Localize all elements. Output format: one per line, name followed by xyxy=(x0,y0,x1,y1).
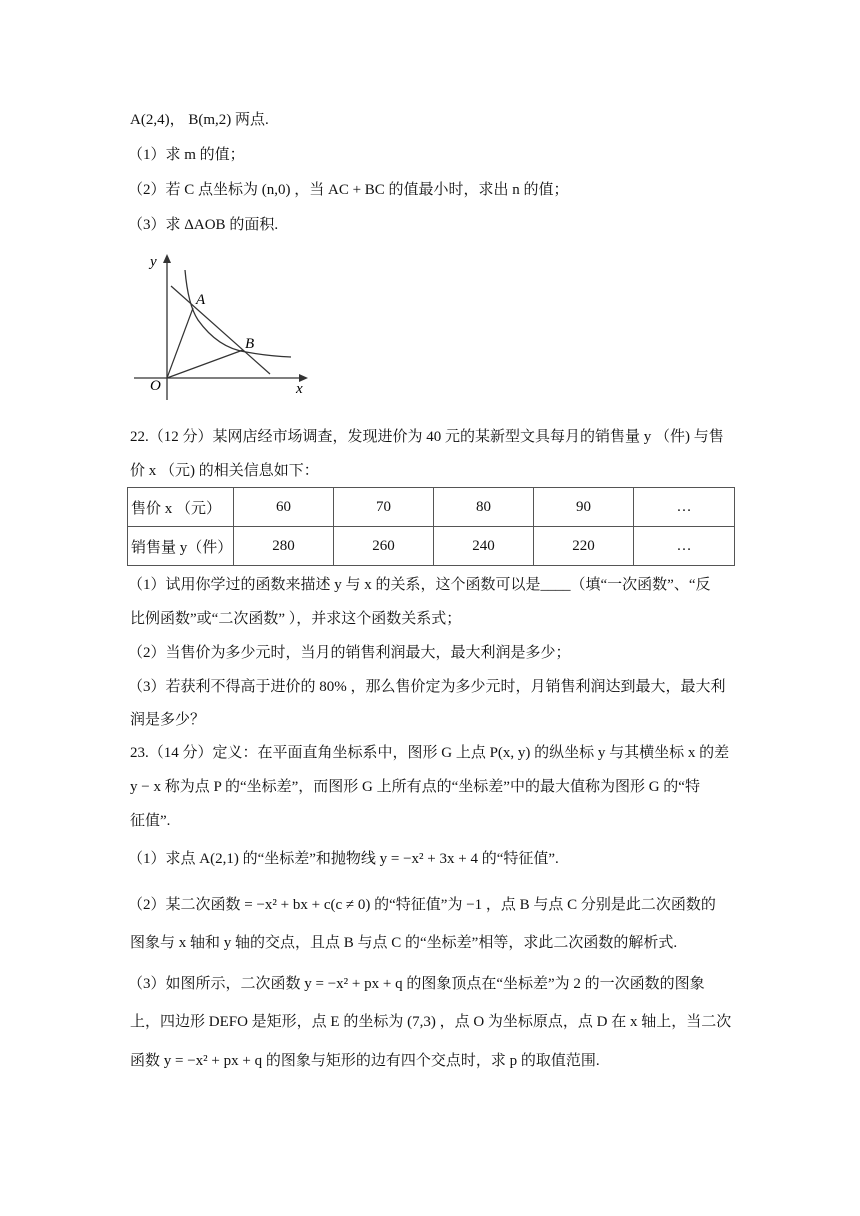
table-cell: 60 xyxy=(234,488,334,527)
q23-part1: （1）求点 A(2,1) 的“坐标差”和抛物线 y = −x² + 3x + 4 的“特征值”. xyxy=(128,851,559,867)
point-b-label: B xyxy=(245,336,255,352)
q21-intro: A(2,4)， B(m,2) 两点. xyxy=(130,112,269,128)
table-row xyxy=(128,488,735,527)
q22-part1-line1: （1）试用你学过的函数来描述 y 与 x 的关系，这个函数可以是____（填“一次函数”、“反 xyxy=(128,577,711,593)
q23-part3-line2: 上，四边形 DEFO 是矩形，点 E 的坐标为 (7,3) ，点 O 为坐标原点，点 D 在 x 轴上，当二次 xyxy=(130,1014,732,1030)
table-cell: … xyxy=(634,527,735,566)
q21-part1: （1）求 m 的值； xyxy=(128,147,245,163)
q23-line1: 23.（14 分）定义：在平面直角坐标系中，图形 G 上点 P(x, y) 的纵坐标 y 与其横坐标 x 的差 xyxy=(130,745,730,761)
q21-part3: （3）求 ΔAOB 的面积. xyxy=(128,217,279,233)
origin-label: O xyxy=(150,378,161,394)
q22-part1-line2: 比例函数”或“二次函数” ），并求这个函数关系式； xyxy=(130,611,462,627)
row1-header: 售价 x （元） xyxy=(128,488,234,527)
q23-part3-line3: 函数 y = −x² + px + q 的图象与矩形的边有四个交点时，求 p 的取值范围. xyxy=(130,1053,600,1069)
q23-part2-line2: 图象与 x 轴和 y 轴的交点，且点 B 与点 C 的“坐标差”相等，求此二次函数的解析式. xyxy=(130,935,678,951)
hyperbola-curve xyxy=(185,270,291,357)
q22-line2: 价 x （元) 的相关信息如下： xyxy=(130,463,319,479)
q22-table xyxy=(127,487,735,566)
segment-oa xyxy=(167,308,193,378)
table-cell: 90 xyxy=(534,488,634,527)
table-cell: 280 xyxy=(234,527,334,566)
table-cell: 220 xyxy=(534,527,634,566)
row2-header: 销售量 y（件） xyxy=(128,527,234,566)
q22-part2: （2）当售价为多少元时，当月的销售利润最大，最大利润是多少； xyxy=(128,645,571,661)
table-cell: 70 xyxy=(334,488,434,527)
q22-line1: 22.（12 分）某网店经市场调查，发现进价为 40 元的某新型文具每月的销售量 y （件) 与售 xyxy=(130,429,724,445)
table-cell: 240 xyxy=(434,527,534,566)
table-cell: 260 xyxy=(334,527,434,566)
q23-part2-line1: （2）某二次函数 = −x² + bx + c(c ≠ 0) 的“特征值”为 −1 ，点 B 与点 C 分别是此二次函数的 xyxy=(128,897,716,913)
q22-part3-line1: （3）若获利不得高于进价的 80% ，那么售价定为多少元时，月销售利润达到最大，最大利 xyxy=(128,679,726,695)
table-cell: … xyxy=(634,488,735,527)
y-axis-arrow xyxy=(163,254,171,263)
q23-line2: y − x 称为点 P 的“坐标差”，而图形 G 上所有点的“坐标差”中的最大值称为图形 G 的“特 xyxy=(130,779,700,795)
q21-figure xyxy=(128,250,318,410)
q23-line3: 征值”. xyxy=(130,813,171,829)
q23-part3-line1: （3）如图所示，二次函数 y = −x² + px + q 的图象顶点在“坐标差”为 2 的一次函数的图象 xyxy=(128,976,705,992)
x-axis-label: x xyxy=(296,381,303,397)
table-cell: 80 xyxy=(434,488,534,527)
line-ab xyxy=(171,286,270,374)
point-a-label: A xyxy=(196,292,206,308)
segment-ob xyxy=(167,350,243,378)
q22-part3-line2: 润是多少？ xyxy=(130,712,206,728)
table-row xyxy=(128,527,735,566)
y-axis-label: y xyxy=(150,254,157,270)
q21-part2: （2）若 C 点坐标为 (n,0) ，当 AC + BC 的值最小时，求出 n 的值； xyxy=(128,182,569,198)
